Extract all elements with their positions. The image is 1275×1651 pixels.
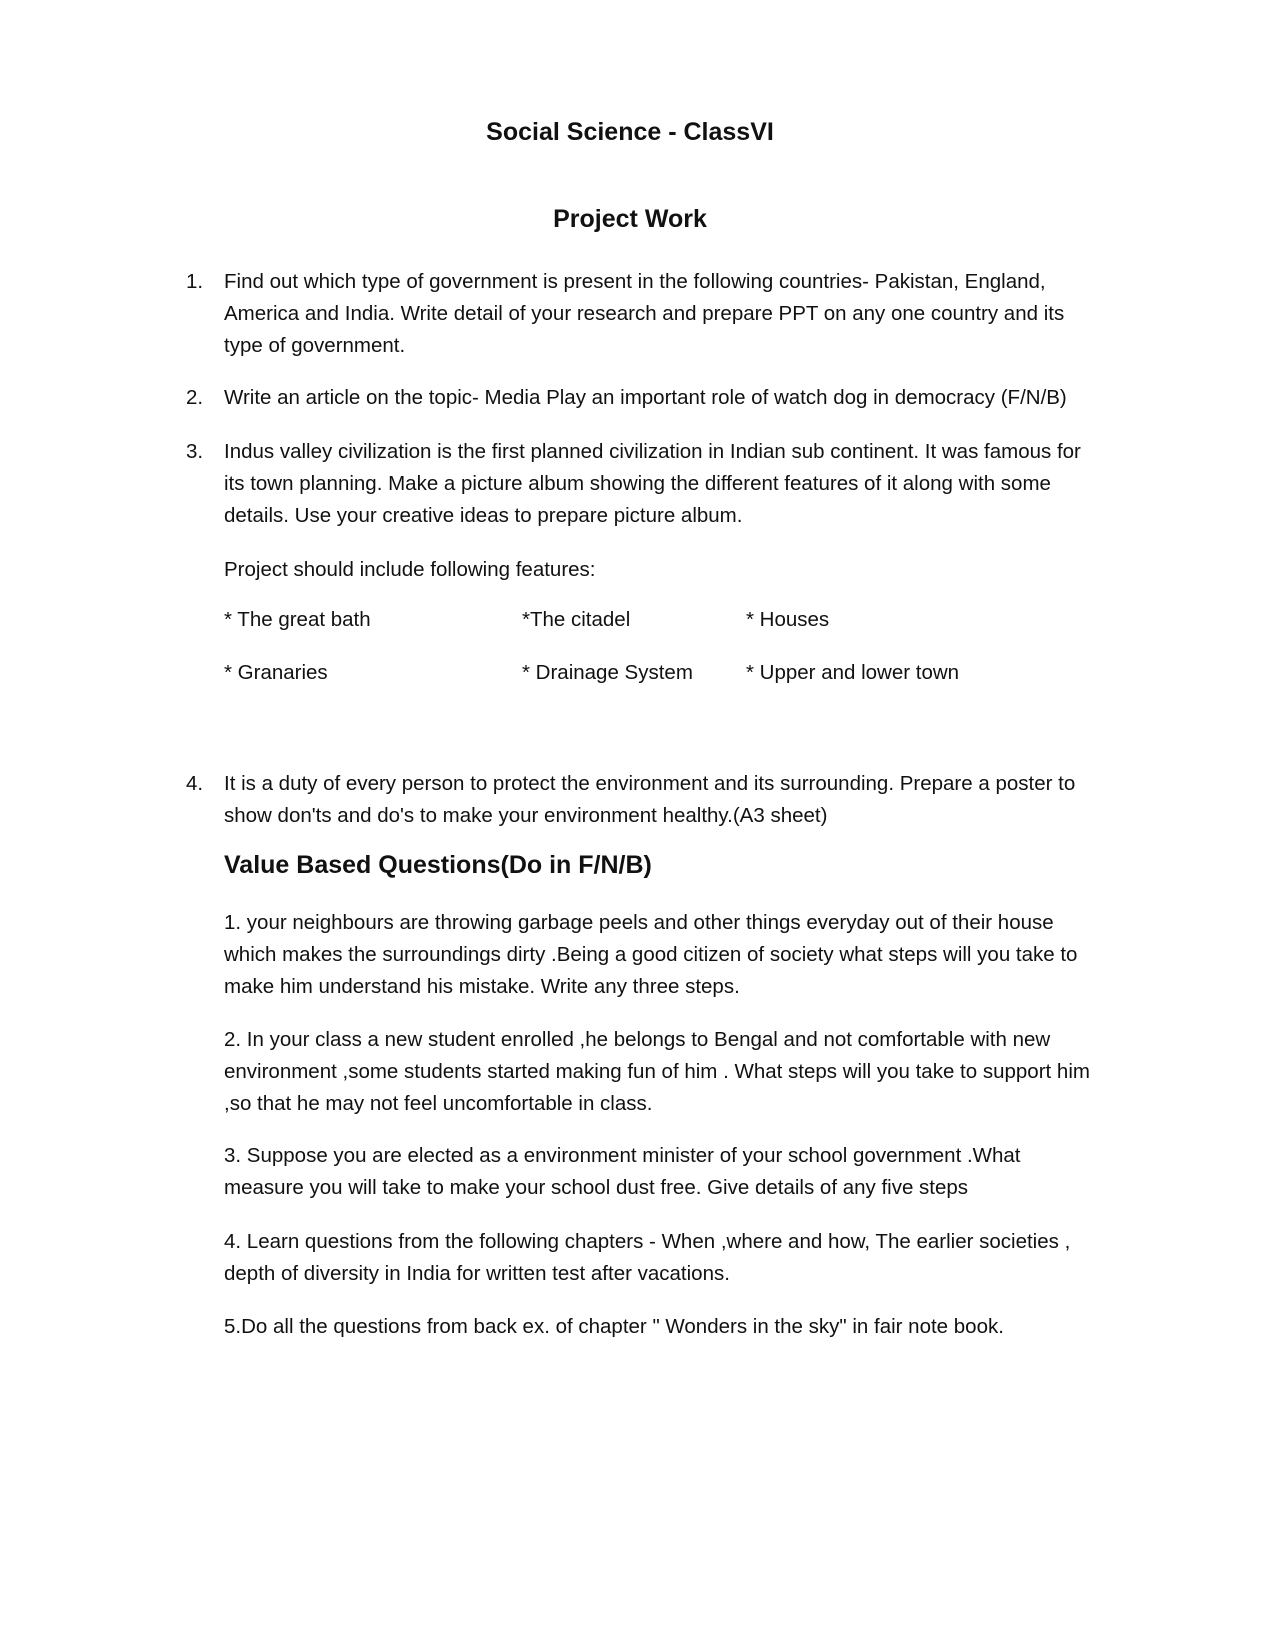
item-number: 2.	[186, 386, 204, 409]
feature-great-bath: * The great bath	[224, 608, 371, 631]
item-number: 1.	[186, 270, 204, 293]
item-number: 3.	[186, 440, 204, 463]
feature-upper-lower-town: * Upper and lower town	[746, 661, 960, 684]
document-title: Social Science - ClassVI	[486, 118, 774, 146]
item-text: Find out which type of government is present in the following countries- Pakistan, England, America and India. Write detail of your research and prepare PPT on any one country and its type of government.	[224, 270, 1065, 357]
item-number: 4.	[186, 772, 204, 795]
feature-citadel: *The citadel	[522, 608, 631, 631]
value-question-2: 2. In your class a new student enrolled ,he belongs to Bengal and not comfortable with new environment ,some students started making fun of him . What steps will you take to support him ,so that he may not feel uncomfortable in class.	[224, 1028, 1090, 1115]
feature-houses: * Houses	[746, 608, 830, 631]
value-question-1: 1. your neighbours are throwing garbage peels and other things everyday out of their house which makes the surroundings dirty .Being a good citizen of society what steps will you take to make him understand his mistake. Write any three steps.	[224, 911, 1078, 998]
value-question-3: 3. Suppose you are elected as a environment minister of your school government .What measure you will take to make your school dust free. Give details of any five steps	[224, 1144, 1021, 1199]
item-text: Write an article on the topic- Media Play an important role of watch dog in democracy (F/N/B)	[224, 386, 1067, 409]
feature-drainage-system: * Drainage System	[522, 661, 693, 684]
value-question-4: 4. Learn questions from the following chapters - When ,where and how, The earlier societies , depth of diversity in India for written test after vacations.	[224, 1230, 1071, 1285]
section-title-project-work: Project Work	[553, 205, 707, 233]
item-text: It is a duty of every person to protect the environment and its surrounding. Prepare a poster to show don'ts and do's to make your environment healthy.(A3 sheet)	[224, 772, 1076, 827]
value-question-5: 5.Do all the questions from back ex. of chapter " Wonders in the sky" in fair note book.	[224, 1315, 1004, 1338]
value-based-questions-heading: Value Based Questions(Do in F/N/B)	[224, 851, 652, 879]
features-intro: Project should include following features:	[224, 558, 596, 581]
feature-granaries: * Granaries	[224, 661, 328, 684]
item-text: Indus valley civilization is the first planned civilization in Indian sub continent. It was famous for its town planning. Make a picture album showing the different features of it along with some details. Use your creative ideas to prepare picture album.	[224, 440, 1081, 527]
